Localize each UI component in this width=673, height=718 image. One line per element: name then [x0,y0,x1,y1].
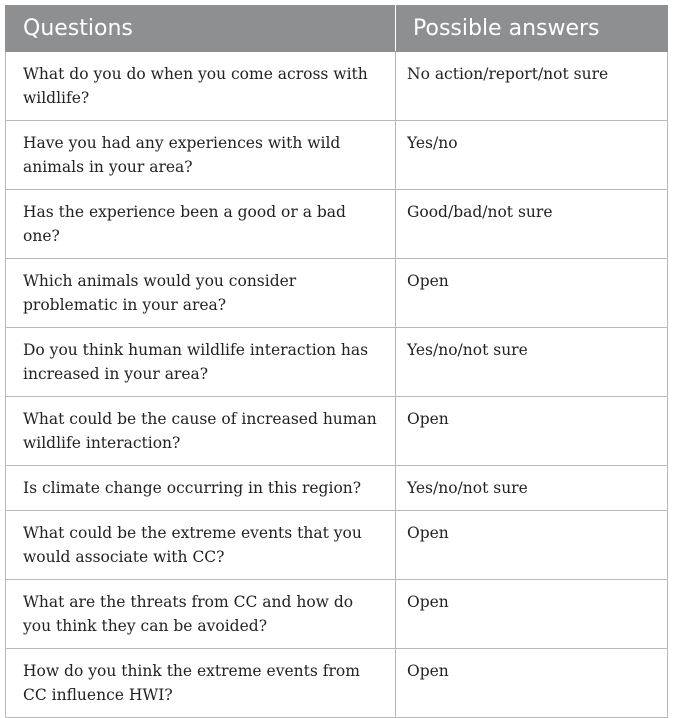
answer-cell: Yes/no/not sure [396,466,668,511]
table-row [6,52,668,121]
table-row [6,580,668,649]
question-cell: What do you do when you come across with wildlife? [6,52,396,121]
table-row [6,328,668,397]
question-cell: Do you think human wildlife interaction has increased in your area? [6,328,396,397]
question-cell: Have you had any experiences with wild animals in your area? [6,121,396,190]
answer-cell: Open [396,649,668,718]
table-row [6,511,668,580]
table-row [6,259,668,328]
question-cell: Has the experience been a good or a bad one? [6,190,396,259]
question-cell: How do you think the extreme events from CC influence HWI? [6,649,396,718]
table-row [6,121,668,190]
answer-cell: Open [396,397,668,466]
question-cell: What are the threats from CC and how do you think they can be avoided? [6,580,396,649]
header-possible-answers: Possible answers [396,6,668,52]
question-cell: Which animals would you consider problematic in your area? [6,259,396,328]
questionnaire-table-container [5,5,667,718]
answer-cell: Good/bad/not sure [396,190,668,259]
answer-cell: Open [396,580,668,649]
table-header-row [6,6,668,52]
table-row [6,649,668,718]
table-row [6,466,668,511]
question-cell: Is climate change occurring in this region? [6,466,396,511]
header-questions: Questions [6,6,396,52]
answer-cell: No action/report/not sure [396,52,668,121]
question-cell: What could be the extreme events that you would associate with CC? [6,511,396,580]
answer-cell: Open [396,259,668,328]
answer-cell: Yes/no/not sure [396,328,668,397]
table-row [6,190,668,259]
questionnaire-table [5,5,668,718]
answer-cell: Open [396,511,668,580]
answer-cell: Yes/no [396,121,668,190]
question-cell: What could be the cause of increased human wildlife interaction? [6,397,396,466]
table-row [6,397,668,466]
